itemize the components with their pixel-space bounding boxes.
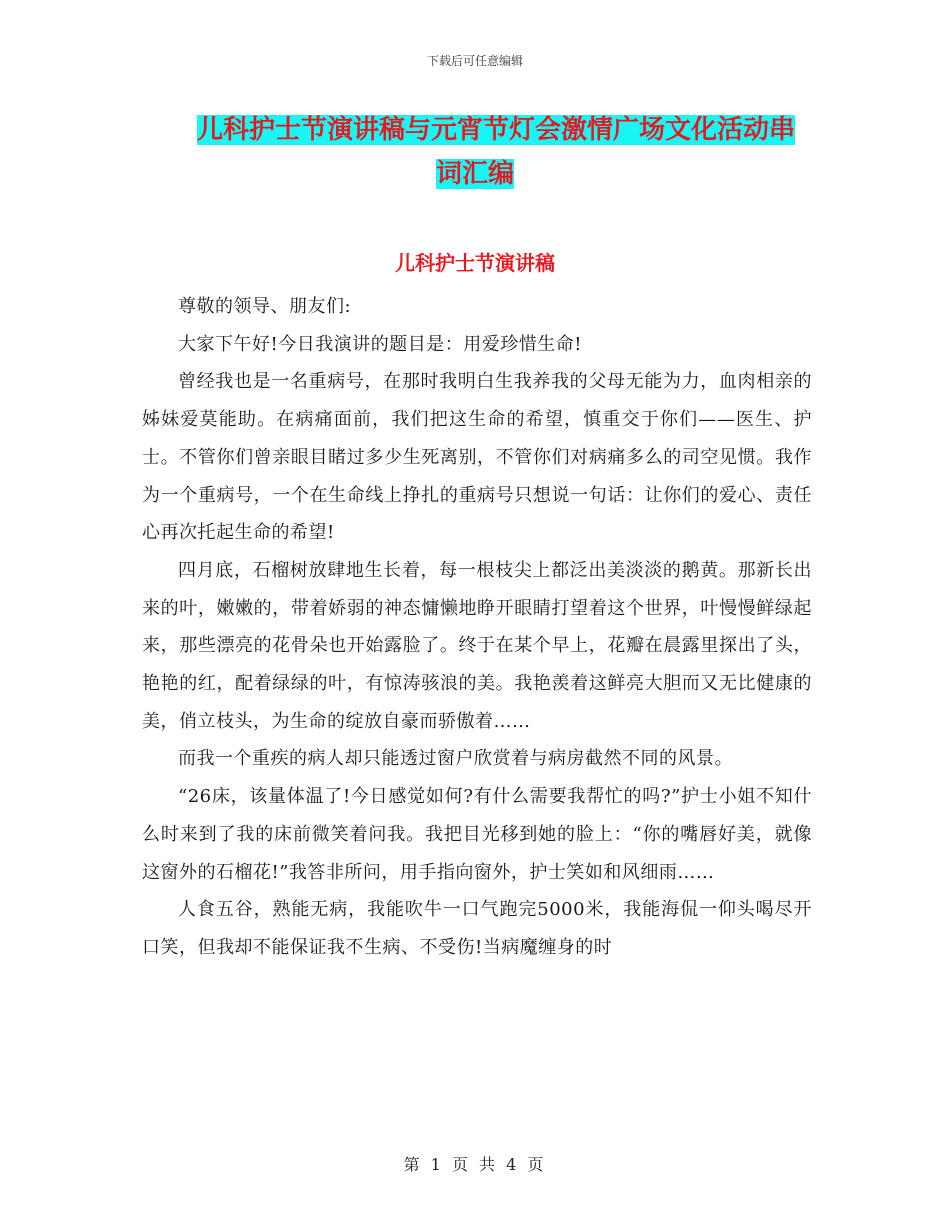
document-title [0,108,950,196]
paragraph: 四月底，石榴树放肆地生长着，每一根枝尖上都泛出美淡淡的鹅黄。那新长出来的叶，嫩嫩的，带着娇弱的神态慵懒地睁开眼睛打望着这个世界，叶慢慢鲜绿起来，那些漂亮的花骨朵也开始露脸了。终于在某个早上，花瓣在晨露里探出了头，艳艳的红，配着绿绿的叶，有惊涛骇浪的美。我艳羡着这鲜亮大胆而又无比健康的美，俏立枝头，为生命的绽放自豪而骄傲着…… [142,559,812,732]
paragraph: “26床，该量体温了!今日感觉如何?有什么需要我帮忙的吗?”护士小姐不知什么时来到了我的床前微笑着问我。我把目光移到她的脸上：“你的嘴唇好美，就像这窗外的石榴花!”我答非所问，用手指向窗外，护士笑如和风细雨…… [142,786,812,883]
document-title-line-1 [0,108,950,152]
paragraph: 而我一个重疾的病人却只能透过窗户欣赏着与病房截然不同的风景。 [178,748,733,770]
section-heading: 儿科护士节演讲稿 [395,251,555,275]
paragraph: 曾经我也是一名重病号，在那时我明白生我养我的父母无能为力，血肉相亲的姊妹爱莫能助。在病痛面前，我们把这生命的希望，慎重交于你们——医生、护士。不管你们曾亲眼目睹过多少生死离别，不管你们对病痛多么的司空见惯。我作为一个重病号，一个在生命线上挣扎的重病号只想说一句话：让你们的爱心、责任心再次托起生命的希望! [142,371,812,544]
title-highlight-1: 儿科护士节演讲稿与元宵节灯会激情广场文化活动串 [196,115,795,145]
document-title-line-2 [0,152,950,196]
body-text [142,288,812,967]
page-number: 第 1 页 共 4 页 [403,1155,547,1174]
paragraph: 大家下午好!今日我演讲的题目是：用爱珍惜生命! [178,333,582,355]
title-highlight-2: 词汇编 [435,159,514,189]
page-header-note: 下载后可任意编辑 [426,54,523,68]
paragraph: 尊敬的领导、朋友们: [178,296,352,317]
paragraph: 人食五谷，熟能无病，我能吹牛一口气跑完5000米，我能海侃一仰头喝尽开口笑，但我却不能保证我不生病、不受伤!当病魔缠身的时 [142,899,812,958]
